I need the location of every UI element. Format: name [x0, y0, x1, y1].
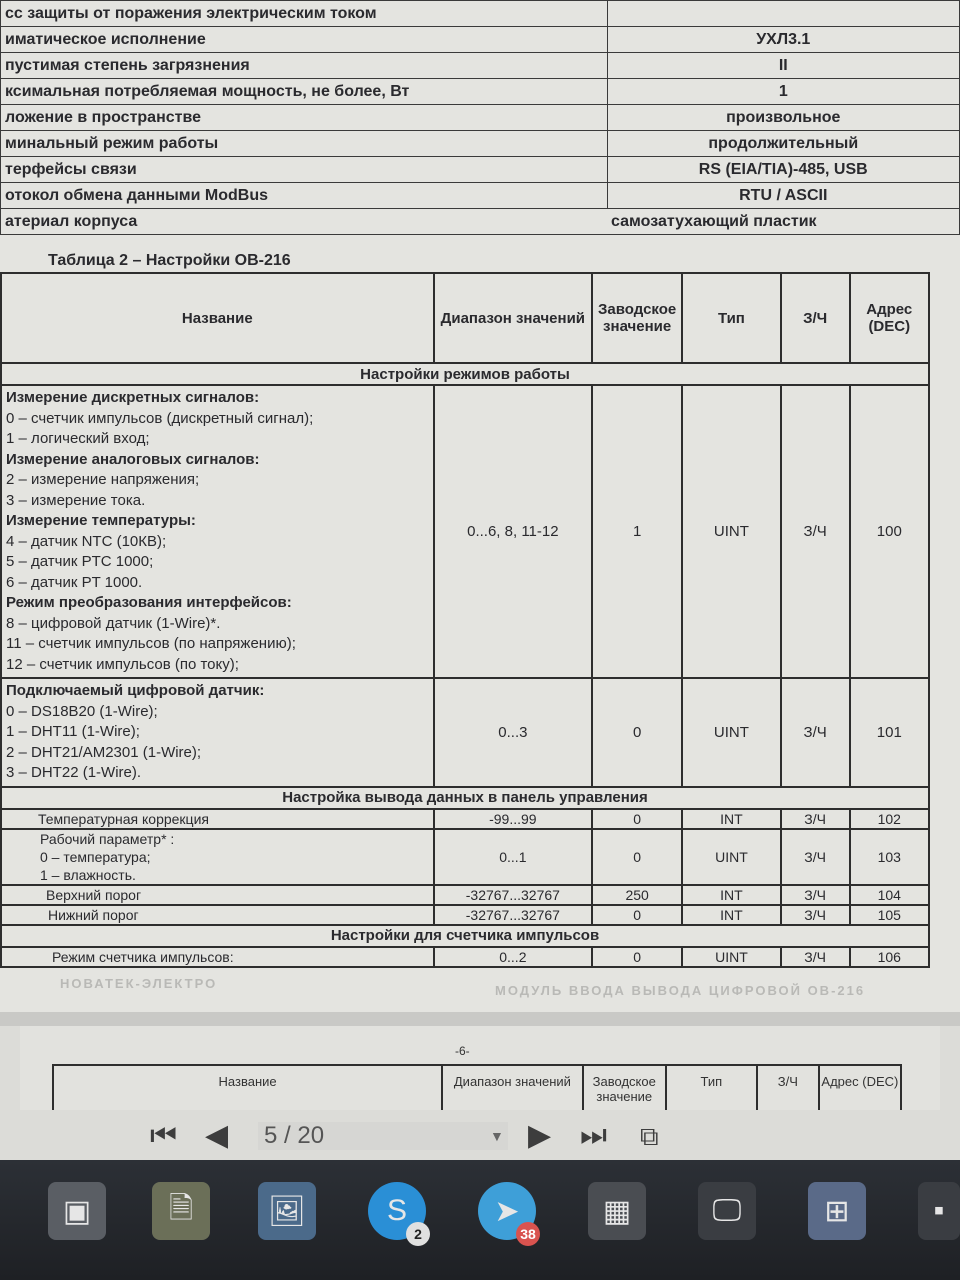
cell-type: UINT [682, 829, 781, 885]
spec-value [607, 1, 959, 27]
remote-desktop-icon[interactable]: 🖵 [698, 1182, 756, 1240]
group-heading: Измерение аналоговых сигналов: [6, 450, 260, 468]
option-line: 2 – DHT21/AM2301 (1-Wire); [6, 743, 202, 761]
table-row [1, 947, 929, 967]
spec-row [1, 209, 960, 235]
cell-name: Режим счетчика импульсов: [1, 947, 434, 967]
option-line: 3 – измерение тока. [6, 491, 146, 509]
option-line: 3 – DHT22 (1-Wire). [6, 764, 142, 781]
option-line: 11 – счетчик импульсов (по напряжению); [6, 635, 296, 652]
option-line: 0 – DS18B20 (1-Wire); [6, 702, 158, 720]
option-line: 4 – датчик NTC (10КВ); [6, 532, 167, 550]
spec-label: пустимая степень загрязнения [1, 53, 608, 79]
spec-label: иматическое исполнение [1, 27, 608, 53]
group-heading: Подключаемый цифровой датчик: [6, 682, 265, 699]
footer-title: МОДУЛЬ ВВОДА ВЫВОДА ЦИФРОВОЙ ОВ-216 [495, 983, 866, 998]
spec-label: ксимальная потребляемая мощность, не более, Вт [1, 79, 608, 105]
skype-badge: 2 [406, 1222, 430, 1246]
header-name: Название [1, 273, 434, 363]
section-modes: Настройки режимов работы [1, 363, 929, 385]
section-row [1, 787, 929, 809]
fit-page-icon[interactable]: ⧉ [640, 1121, 659, 1151]
spec-value: RS (EIA/TIA)-485, USB [607, 157, 959, 183]
spec-row [1, 27, 960, 53]
settings-table [0, 272, 930, 968]
last-page-icon[interactable]: ⏭ [580, 1119, 607, 1152]
cell-addr: 106 [850, 947, 929, 967]
cell-type: INT [682, 809, 781, 829]
cell-default: 250 [592, 885, 682, 905]
section-counter: Настройки для счетчика импульсов [1, 925, 929, 947]
cell-default: 0 [592, 905, 682, 925]
cell-addr: 104 [850, 885, 929, 905]
cell-range: 0...3 [434, 678, 593, 787]
spec-label: сс защиты от поражения электрическим током [1, 1, 608, 27]
header-rw: З/Ч [781, 273, 850, 363]
option-line: 1 – логический вход; [6, 430, 150, 447]
cell-addr: 101 [850, 678, 929, 787]
telegram-icon[interactable]: ➤ 38 [478, 1182, 536, 1240]
option-line: 5 – датчик PTC 1000; [6, 553, 154, 570]
option-line: 12 – счетчик импульсов (по току); [6, 655, 239, 673]
next-page-icon[interactable]: ▶ [528, 1119, 552, 1152]
spec-label: терфейсы связи [1, 157, 608, 183]
cell-type: UINT [682, 678, 781, 787]
cell-type: INT [682, 905, 781, 925]
header-addr: Адрес (DEC) [850, 273, 929, 363]
header-range: Диапазон значений [434, 273, 593, 363]
page-indicator: 5 / 20 [264, 1122, 325, 1149]
previous-page-icon[interactable]: ◀ [205, 1119, 229, 1152]
skype-icon[interactable]: S 2 [368, 1182, 426, 1240]
cell-rw: З/Ч [781, 809, 850, 829]
spec-row [1, 79, 960, 105]
cell-rw: З/Ч [781, 905, 850, 925]
spec-value: 1 [607, 79, 959, 105]
cell-default: 0 [592, 947, 682, 967]
cell-addr: 100 [850, 385, 929, 678]
explorer-icon[interactable]: ▣ [48, 1182, 106, 1240]
option-line: 6 – датчик PT 1000. [6, 573, 143, 591]
spec-table [0, 0, 960, 235]
cell-rw: З/Ч [781, 678, 850, 787]
spec-row [1, 1, 960, 27]
chevron-down-icon[interactable]: ▼ [490, 1128, 504, 1144]
app-icon-partial[interactable]: ▪ [918, 1182, 960, 1240]
header-type: Тип [682, 273, 781, 363]
cell-rw: З/Ч [781, 829, 850, 885]
spec-row [1, 105, 960, 131]
group-heading: Режим преобразования интерфейсов: [6, 594, 292, 611]
cell-default: 1 [592, 385, 682, 678]
table-row [1, 829, 929, 885]
param-option: 1 – влажность. [40, 866, 136, 883]
sensor-description [1, 678, 434, 787]
next-page-table-header [52, 1064, 902, 1110]
option-line: 2 – измерение напряжения; [6, 471, 200, 488]
section-row [1, 363, 929, 385]
cell-type: UINT [682, 385, 781, 678]
cell-name: Верхний порог [1, 885, 434, 905]
param-option: 0 – температура; [40, 848, 151, 865]
header-name: Название [53, 1065, 442, 1110]
cell-rw: З/Ч [781, 385, 850, 678]
table-row [1, 809, 929, 829]
header-range: Диапазон значений [442, 1065, 582, 1110]
cell-addr: 103 [850, 829, 929, 885]
page-selector[interactable] [258, 1122, 508, 1150]
spec-row [1, 131, 960, 157]
app-icon[interactable]: ⊞ [808, 1182, 866, 1240]
option-line: 8 – цифровой датчик (1-Wire)*. [6, 614, 221, 632]
table-caption: Таблица 2 – Настройки ОВ-216 [48, 252, 291, 269]
spec-value: произвольное [607, 105, 959, 131]
cell-rw: З/Ч [781, 947, 850, 967]
table-row [1, 385, 929, 678]
spec-label: минальный режим работы [1, 131, 608, 157]
section-row [1, 925, 929, 947]
cell-range: 0...6, 8, 11-12 [434, 385, 593, 678]
spec-label: ложение в пространстве [1, 105, 608, 131]
cell-default: 0 [592, 678, 682, 787]
calculator-icon[interactable]: ▦ [588, 1182, 646, 1240]
cell-range: -32767...32767 [434, 885, 593, 905]
cell-range: 0...1 [434, 829, 593, 885]
spec-row [1, 183, 960, 209]
group-heading: Измерение дискретных сигналов: [6, 389, 260, 406]
spec-label: отокол обмена данными ModBus [1, 183, 608, 209]
table-header-row [53, 1065, 901, 1110]
spec-row [1, 53, 960, 79]
header-default: Заводское значение [583, 1065, 666, 1110]
header-default: Заводское значение [592, 273, 682, 363]
page-number: -6- [455, 1044, 470, 1058]
cell-type: INT [682, 885, 781, 905]
document-app-icon[interactable]: 🗎 [152, 1182, 210, 1240]
table-row [1, 905, 929, 925]
spec-value: продолжительный [607, 131, 959, 157]
cell-default: 0 [592, 809, 682, 829]
document-page-next [20, 1026, 940, 1110]
footer-brand: НОВАТЕК-ЭЛЕКТРО [60, 976, 218, 991]
page-navigation-bar [0, 1110, 960, 1160]
first-page-icon[interactable]: ⏮ [150, 1119, 177, 1152]
cell-name: Нижний порог [1, 905, 434, 925]
cell-addr: 105 [850, 905, 929, 925]
image-viewer-icon[interactable]: 🖼 [258, 1182, 316, 1240]
mode-description [1, 385, 434, 678]
page-separator [0, 1012, 960, 1026]
spec-row [1, 157, 960, 183]
telegram-badge: 38 [516, 1222, 540, 1246]
spec-label: атериал корпуса [1, 209, 608, 235]
section-output: Настройка вывода данных в панель управления [1, 787, 929, 809]
cell-default: 0 [592, 829, 682, 885]
cell-name [1, 829, 434, 885]
table-header-row [1, 273, 929, 363]
header-addr: Адрес (DEC) [819, 1065, 901, 1110]
spec-value: самозатухающий пластик [607, 209, 959, 235]
cell-type: UINT [682, 947, 781, 967]
cell-addr: 102 [850, 809, 929, 829]
spec-value: II [607, 53, 959, 79]
cell-rw: З/Ч [781, 885, 850, 905]
option-line: 0 – счетчик импульсов (дискретный сигнал); [6, 409, 314, 427]
cell-range: -99...99 [434, 809, 593, 829]
cell-name: Температурная коррекция [1, 809, 434, 829]
header-rw: З/Ч [757, 1065, 819, 1110]
option-line: 1 – DHT11 (1-Wire); [6, 723, 140, 740]
cell-range: 0...2 [434, 947, 593, 967]
table-row [1, 678, 929, 787]
header-type: Тип [666, 1065, 757, 1110]
cell-range: -32767...32767 [434, 905, 593, 925]
table-row [1, 885, 929, 905]
taskbar [0, 1160, 960, 1280]
group-heading: Измерение температуры: [6, 512, 196, 529]
spec-value: RTU / ASCII [607, 183, 959, 209]
spec-value: УХЛ3.1 [607, 27, 959, 53]
param-label: Рабочий параметр* : [40, 830, 175, 847]
